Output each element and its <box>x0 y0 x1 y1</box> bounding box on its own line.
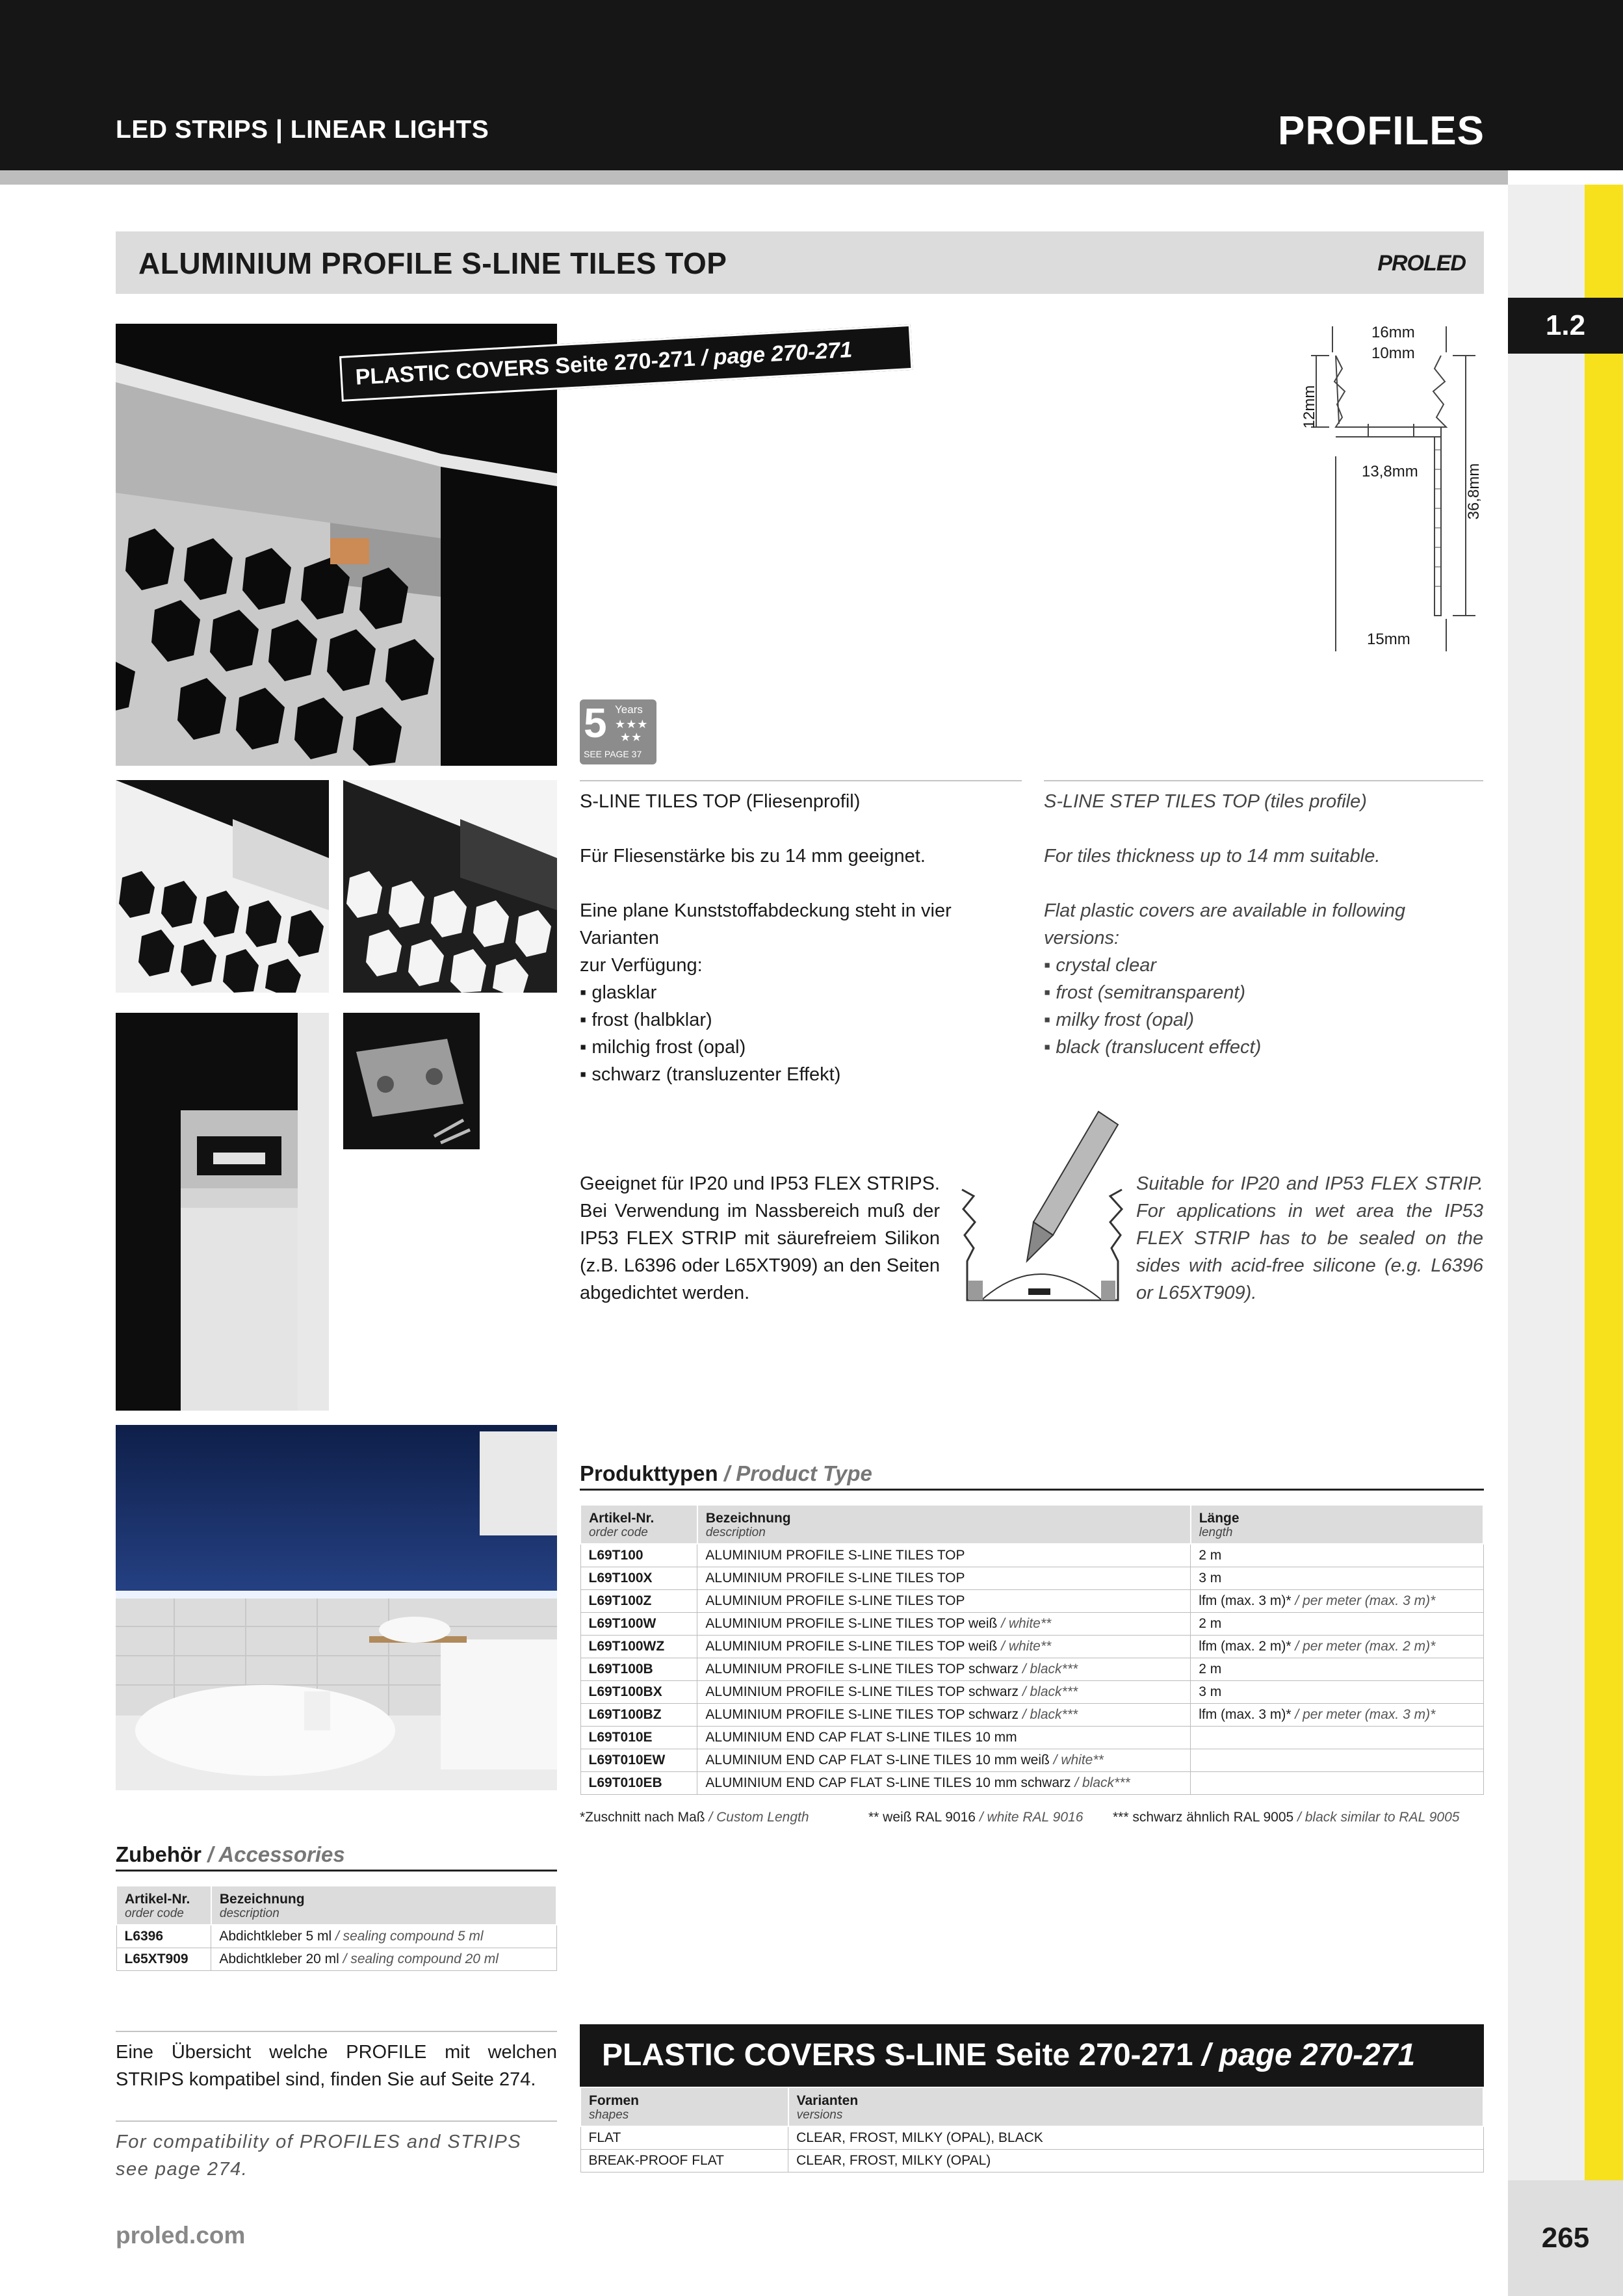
order-code: L69T100 <box>580 1544 697 1567</box>
header-de: Länge <box>1199 1511 1240 1526</box>
desc-de-item: ▪ frost (halbklar) <box>580 1010 712 1030</box>
warranty-badge <box>580 699 656 764</box>
header-en: order code <box>125 1907 184 1920</box>
table-row <box>580 1727 1483 1749</box>
desc-en-item: ▪ milky frost (opal) <box>1044 1010 1195 1030</box>
description <box>697 1727 1191 1749</box>
order-code: L69T100B <box>580 1658 697 1681</box>
accessories-table <box>116 1885 557 1971</box>
dim-36-8mm: 36,8mm <box>1465 463 1483 520</box>
order-code: L6396 <box>116 1925 211 1948</box>
desc-de-item: ▪ glasklar <box>580 982 657 1003</box>
description-de <box>580 780 1022 1088</box>
side-rail-accent <box>1585 185 1623 2180</box>
table-row <box>580 1613 1483 1636</box>
desc-en-item: ▪ frost (semitransparent) <box>1044 982 1246 1003</box>
order-code: L65XT909 <box>116 1948 211 1971</box>
len-en: / per meter (max. 3 m)* <box>1291 1707 1436 1722</box>
description <box>697 1613 1191 1636</box>
covers-title-de: PLASTIC COVERS S-LINE Seite 270-271 <box>602 2038 1193 2072</box>
length <box>1191 1613 1483 1636</box>
len-de: 3 m <box>1199 1571 1222 1585</box>
length <box>1191 1590 1483 1613</box>
order-code: L69T100WZ <box>580 1636 697 1658</box>
header-de: Varianten <box>796 2093 859 2108</box>
table-row <box>580 1749 1483 1772</box>
length <box>1191 1544 1483 1567</box>
description <box>697 1772 1191 1795</box>
desc-de-p2a: Eine plane Kunststoffabdeckung steht in vier Varianten <box>580 900 952 948</box>
dim-12mm: 12mm <box>1301 385 1318 429</box>
compatibility-note-de: Eine Übersicht welche PROFILE mit welchen STRIPS kompatibel sind, finden Sie auf Seite 274. <box>116 2031 557 2093</box>
desc-en-item: ▪ black (translucent effect) <box>1044 1037 1262 1058</box>
desc-de: ALUMINIUM END CAP FLAT S-LINE TILES 10 mm weiß <box>705 1753 1050 1768</box>
warranty-number: 5 <box>584 699 607 746</box>
header-divider <box>0 170 1508 185</box>
table-row <box>580 1636 1483 1658</box>
table-header-row <box>580 1505 1483 1544</box>
description <box>697 1749 1191 1772</box>
compatibility-note-en: For compatibility of PROFILES and STRIPS see page 274. <box>116 2120 557 2183</box>
desc-de: ALUMINIUM PROFILE S-LINE TILES TOP <box>705 1548 965 1563</box>
footnote-en: / white RAL 9016 <box>975 1810 1084 1825</box>
desc-de: ALUMINIUM END CAP FLAT S-LINE TILES 10 mm <box>705 1730 1017 1745</box>
footnote-de: ** weiß RAL 9016 <box>868 1810 976 1825</box>
star-icon: ★★ <box>620 731 643 744</box>
table-row <box>580 1772 1483 1795</box>
table-row <box>580 1681 1483 1704</box>
order-code: L69T100BZ <box>580 1704 697 1727</box>
title-bar <box>116 231 1484 294</box>
desc-de: ALUMINIUM PROFILE S-LINE TILES TOP weiß <box>705 1616 998 1631</box>
length <box>1191 1567 1483 1590</box>
product-types-heading-de: Produkttypen <box>580 1461 718 1485</box>
header-de: Bezeichnung <box>219 1892 305 1907</box>
dim-10mm: 10mm <box>1371 345 1415 362</box>
description <box>697 1681 1191 1704</box>
header-de: Bezeichnung <box>705 1511 791 1526</box>
warranty-years: Years <box>615 703 643 716</box>
page-title: ALUMINIUM PROFILE S-LINE TILES TOP <box>138 246 727 280</box>
desc-de-item: ▪ milchig frost (opal) <box>580 1037 746 1058</box>
order-code: L69T100X <box>580 1567 697 1590</box>
desc-de: ALUMINIUM PROFILE S-LINE TILES TOP schwarz <box>705 1684 1019 1699</box>
len-en: / per meter (max. 3 m)* <box>1291 1593 1436 1608</box>
footnote-en: / Custom Length <box>705 1810 809 1825</box>
len-de: 2 m <box>1199 1548 1222 1563</box>
length <box>1191 1681 1483 1704</box>
desc-en: / sealing compound 20 ml <box>339 1951 499 1966</box>
product-types-table <box>580 1504 1484 1795</box>
end-cap-photo <box>343 1013 480 1149</box>
header-section: PROFILES <box>1277 109 1485 153</box>
table-row <box>580 1704 1483 1727</box>
warranty-see-page: SEE PAGE 37 <box>584 749 642 759</box>
table-row <box>580 1567 1483 1590</box>
table-row <box>580 2150 1483 2172</box>
desc-en-title: S-LINE STEP TILES TOP (tiles profile) <box>1044 791 1367 812</box>
table-row <box>580 1658 1483 1681</box>
footnote-de: *Zuschnitt nach Maß <box>580 1810 705 1825</box>
desc-de: ALUMINIUM PROFILE S-LINE TILES TOP schwarz <box>705 1707 1019 1722</box>
brand-logo: PROLED <box>1377 251 1466 276</box>
description <box>211 1948 556 1971</box>
col-header-code <box>580 1505 697 1544</box>
length <box>1191 1658 1483 1681</box>
order-code: L69T100Z <box>580 1590 697 1613</box>
section-tab: 1.2 <box>1508 298 1623 354</box>
bathroom-photo <box>116 1425 557 1790</box>
desc-de-title: S-LINE TILES TOP (Fliesenprofil) <box>580 791 861 812</box>
header-category: LED STRIPS | LINEAR LIGHTS <box>116 116 489 144</box>
header-en: order code <box>589 1526 648 1539</box>
length <box>1191 1749 1483 1772</box>
accessories-heading <box>116 1842 557 1872</box>
header-de: Formen <box>589 2093 640 2108</box>
desc-en: / white** <box>997 1639 1052 1654</box>
product-types-heading-en: / Product Type <box>723 1461 872 1485</box>
desc-en: / white** <box>997 1616 1052 1631</box>
silicone-illustration <box>955 1105 1128 1308</box>
cover-shape: BREAK-PROOF FLAT <box>580 2150 788 2172</box>
col-header-description <box>697 1505 1191 1544</box>
len-en: / per meter (max. 2 m)* <box>1291 1639 1436 1654</box>
header-en: shapes <box>589 2108 629 2122</box>
col-header-code <box>116 1886 211 1925</box>
description <box>697 1567 1191 1590</box>
desc-en: / white** <box>1049 1753 1104 1768</box>
silicone-note-de: Geeignet für IP20 und IP53 FLEX STRIPS. Bei Verwendung im Nassbereich muß der IP53 FLEX STRIP mit säurefreiem Silikon (z.B. L6396 oder L65XT909) an den Seiten abgedichtet werden. <box>580 1173 940 1303</box>
desc-de: ALUMINIUM PROFILE S-LINE TILES TOP <box>705 1571 965 1585</box>
dim-16mm: 16mm <box>1371 324 1415 341</box>
star-icon: ★★★ <box>615 718 649 731</box>
plastic-covers-title <box>602 2037 1415 2073</box>
order-code: L69T010EW <box>580 1749 697 1772</box>
cover-versions: CLEAR, FROST, MILKY (OPAL) <box>788 2150 1483 2172</box>
footnote-en: / black similar to RAL 9005 <box>1293 1810 1460 1825</box>
description <box>697 1636 1191 1658</box>
desc-en: / black*** <box>1019 1662 1078 1676</box>
len-de: lfm (max. 3 m)* <box>1199 1707 1292 1722</box>
table-row <box>116 1925 556 1948</box>
header-de: Artikel-Nr. <box>589 1511 655 1526</box>
desc-en-p2a: Flat plastic covers are available in following <box>1044 900 1406 921</box>
desc-en: / sealing compound 5 ml <box>331 1929 484 1944</box>
header-en: versions <box>796 2108 843 2122</box>
description <box>697 1658 1191 1681</box>
len-de: lfm (max. 3 m)* <box>1199 1593 1292 1608</box>
description <box>697 1544 1191 1567</box>
description <box>697 1704 1191 1727</box>
table-header-row <box>116 1886 556 1925</box>
desc-de-p1: Für Fliesenstärke bis zu 14 mm geeignet. <box>580 846 926 867</box>
desc-de: Abdichtkleber 20 ml <box>219 1951 339 1966</box>
footnote-de: *** schwarz ähnlich RAL 9005 <box>1113 1810 1294 1825</box>
desc-de: ALUMINIUM PROFILE S-LINE TILES TOP schwarz <box>705 1662 1019 1676</box>
len-de: 3 m <box>1199 1684 1222 1699</box>
desc-de-item: ▪ schwarz (transluzenter Effekt) <box>580 1064 841 1085</box>
header-en: length <box>1199 1526 1233 1539</box>
desc-en-p2b: versions: <box>1044 928 1120 948</box>
col-header-description <box>211 1886 556 1925</box>
table-row <box>116 1948 556 1971</box>
product-types-heading <box>580 1461 1484 1491</box>
product-photo-white <box>116 780 329 993</box>
length <box>1191 1772 1483 1795</box>
len-de: 2 m <box>1199 1662 1222 1676</box>
page-number: 265 <box>1508 2180 1623 2296</box>
len-de: 2 m <box>1199 1616 1222 1631</box>
col-header-versions <box>788 2087 1483 2126</box>
dim-15mm: 15mm <box>1367 631 1410 648</box>
cover-versions: CLEAR, FROST, MILKY (OPAL), BLACK <box>788 2126 1483 2150</box>
header-en: description <box>705 1526 766 1539</box>
header-en: description <box>219 1907 279 1920</box>
cover-shape: FLAT <box>580 2126 788 2150</box>
length <box>1191 1727 1483 1749</box>
footnote <box>1113 1810 1459 1825</box>
length <box>1191 1636 1483 1658</box>
desc-de-p2b: zur Verfügung: <box>580 955 703 976</box>
desc-en: / black*** <box>1071 1775 1130 1790</box>
silicone-note-en: Suitable for IP20 and IP53 FLEX STRIP. For applications in wet area the IP53 FLEX STRIP has to be sealed on the sides with acid-free silicone (e.g. L6396 or L65XT909). <box>1136 1173 1483 1303</box>
order-code: L69T100BX <box>580 1681 697 1704</box>
len-de: lfm (max. 2 m)* <box>1199 1639 1292 1654</box>
length <box>1191 1704 1483 1727</box>
footnote <box>580 1810 809 1825</box>
table-row <box>580 1590 1483 1613</box>
website-link[interactable]: proled.com <box>116 2222 246 2249</box>
table-row <box>580 2126 1483 2150</box>
col-header-shapes <box>580 2087 788 2126</box>
description-en <box>1044 780 1483 1061</box>
desc-en: / black*** <box>1019 1684 1078 1699</box>
order-code: L69T100W <box>580 1613 697 1636</box>
plastic-covers-table <box>580 2087 1484 2172</box>
banner-page-text: / page 270-271 <box>700 337 853 371</box>
description <box>211 1925 556 1948</box>
covers-title-en: / page 270-271 <box>1201 2038 1416 2072</box>
table-header-row <box>580 2087 1483 2126</box>
product-photo-installed <box>116 1013 329 1411</box>
dimension-drawing <box>1290 320 1492 658</box>
accessories-heading-en: / Accessories <box>207 1842 345 1866</box>
dim-13-8mm: 13,8mm <box>1362 463 1418 480</box>
col-header-length <box>1191 1505 1483 1544</box>
desc-en: / black*** <box>1019 1707 1078 1722</box>
desc-en-item: ▪ crystal clear <box>1044 955 1157 976</box>
desc-de: ALUMINIUM END CAP FLAT S-LINE TILES 10 mm schwarz <box>705 1775 1071 1790</box>
order-code: L69T010E <box>580 1727 697 1749</box>
table-row <box>580 1544 1483 1567</box>
desc-de: ALUMINIUM PROFILE S-LINE TILES TOP <box>705 1593 965 1608</box>
order-code: L69T010EB <box>580 1772 697 1795</box>
description <box>697 1590 1191 1613</box>
plastic-covers-bar <box>580 2024 1484 2087</box>
banner-main-text: PLASTIC COVERS Seite 270-271 <box>354 346 696 390</box>
desc-de: Abdichtkleber 5 ml <box>219 1929 332 1944</box>
footnote <box>868 1810 1083 1825</box>
desc-de: ALUMINIUM PROFILE S-LINE TILES TOP weiß <box>705 1639 998 1654</box>
header-de: Artikel-Nr. <box>125 1892 190 1907</box>
accessories-heading-de: Zubehör <box>116 1842 201 1866</box>
desc-en-p1: For tiles thickness up to 14 mm suitable. <box>1044 846 1381 867</box>
product-photo-black <box>343 780 557 993</box>
